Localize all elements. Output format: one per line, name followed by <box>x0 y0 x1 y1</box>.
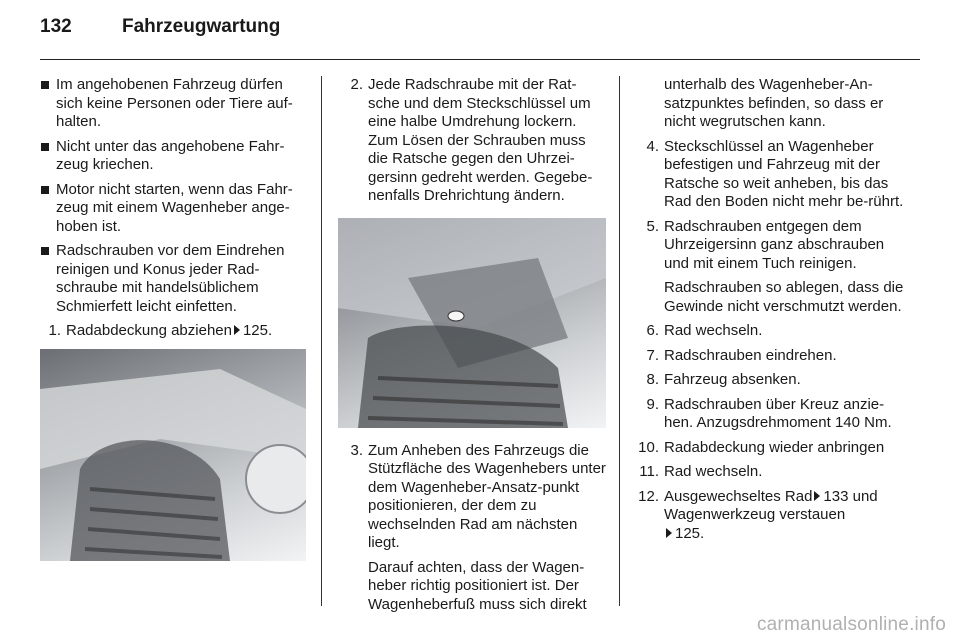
page-reference-arrow-icon <box>666 528 672 538</box>
list-item: Nicht unter das angehobene Fahr-zeug kriechen. <box>40 138 308 175</box>
step-12: 12. Ausgewechseltes Rad 133 und Wagenwerkzeug verstauen 125. <box>638 487 878 542</box>
page-reference-link[interactable]: 133 und Wagenwerkzeug verstauen <box>664 487 878 523</box>
wheel-cover-illustration <box>40 349 306 561</box>
page-reference-link[interactable]: 125. <box>242 322 273 339</box>
column-2 <box>342 76 607 620</box>
step-11: 11. Rad wechseln. <box>639 463 763 480</box>
column-1 <box>40 76 308 561</box>
step-1: 1. Radabdeckung abziehen 125. <box>48 322 273 339</box>
square-bullet-icon <box>41 247 49 255</box>
column-3 <box>638 76 908 549</box>
step-3: 3. Zum Anheben des Fahrzeugs die Stützfläche des Wagenhebers unter dem Wagenheber-Ansatz-punkt positionieren, der dem zu wechselnden Rad am nächsten liegt. <box>350 441 606 551</box>
page-reference-link[interactable]: 125. <box>675 524 705 542</box>
wheel-bolt-illustration <box>338 218 606 428</box>
step-7: 7. Radschrauben eindrehen. <box>646 346 837 364</box>
step-8: 8. Fahrzeug absenken. <box>646 371 801 388</box>
column-divider <box>619 76 620 606</box>
step-3-note: Darauf achten, dass der Wagen-heber richtig positioniert ist. Der Wagenheberfuß muss sich direkt <box>368 558 587 613</box>
step-2: 2. Jede Radschraube mit der Rat-sche und dem Steckschlüssel um eine halbe Umdrehung lockern. Zum Lösen der Schrauben muss die Ratsche gegen den Uhrzei-gersinn gedreht werden. Gegebe-nenfalls Drehrichtung ändern. <box>350 76 593 204</box>
step-10: 10. Radabdeckung wieder anbringen <box>638 438 885 456</box>
step-4: 4. Steckschlüssel an Wagenheber befestigen und Fahrzeug mit der Ratsche so weit anheben, bis das Rad den Boden nicht mehr be-rührt. <box>646 137 904 210</box>
page-reference-arrow-icon <box>814 491 820 501</box>
page-title: Fahrzeugwartung <box>122 16 281 37</box>
step-6: 6. Rad wechseln. <box>646 322 763 339</box>
header-divider <box>40 59 920 60</box>
page-reference-arrow-icon <box>234 325 240 335</box>
square-bullet-icon <box>41 143 49 151</box>
page-header <box>40 16 920 52</box>
square-bullet-icon <box>41 186 49 194</box>
square-bullet-icon <box>41 81 49 89</box>
list-item: Motor nicht starten, wenn das Fahr-zeug mit einem Wagenheber ange-hoben ist. <box>40 181 308 237</box>
step-9: 9. Radschrauben über Kreuz anzie-hen. Anzugsdrehmoment 140 Nm. <box>646 395 892 431</box>
step-5-note: Radschrauben so ablegen, dass die Gewinde nicht verschmutzt werden. <box>664 279 904 315</box>
list-item: Im angehobenen Fahrzeug dürfen sich keine Personen oder Tiere auf-halten. <box>40 76 308 132</box>
list-item: Radschrauben vor dem Eindrehen reinigen und Konus jeder Rad-schraube mit handelsüblichem Schmierfett leicht einfetten. <box>40 242 308 316</box>
step-3-note-continued: unterhalb des Wagenheber-An-satzpunktes befinden, so dass er nicht wegrutschen kann. <box>664 76 884 130</box>
watermark-text: carmanualsonline.info <box>756 614 946 635</box>
column-divider <box>321 76 322 606</box>
step-5: 5. Radschrauben entgegen dem Uhrzeigersinn ganz abschrauben und mit einem Tuch reinigen. <box>646 217 885 272</box>
page-number: 132 <box>40 16 72 37</box>
